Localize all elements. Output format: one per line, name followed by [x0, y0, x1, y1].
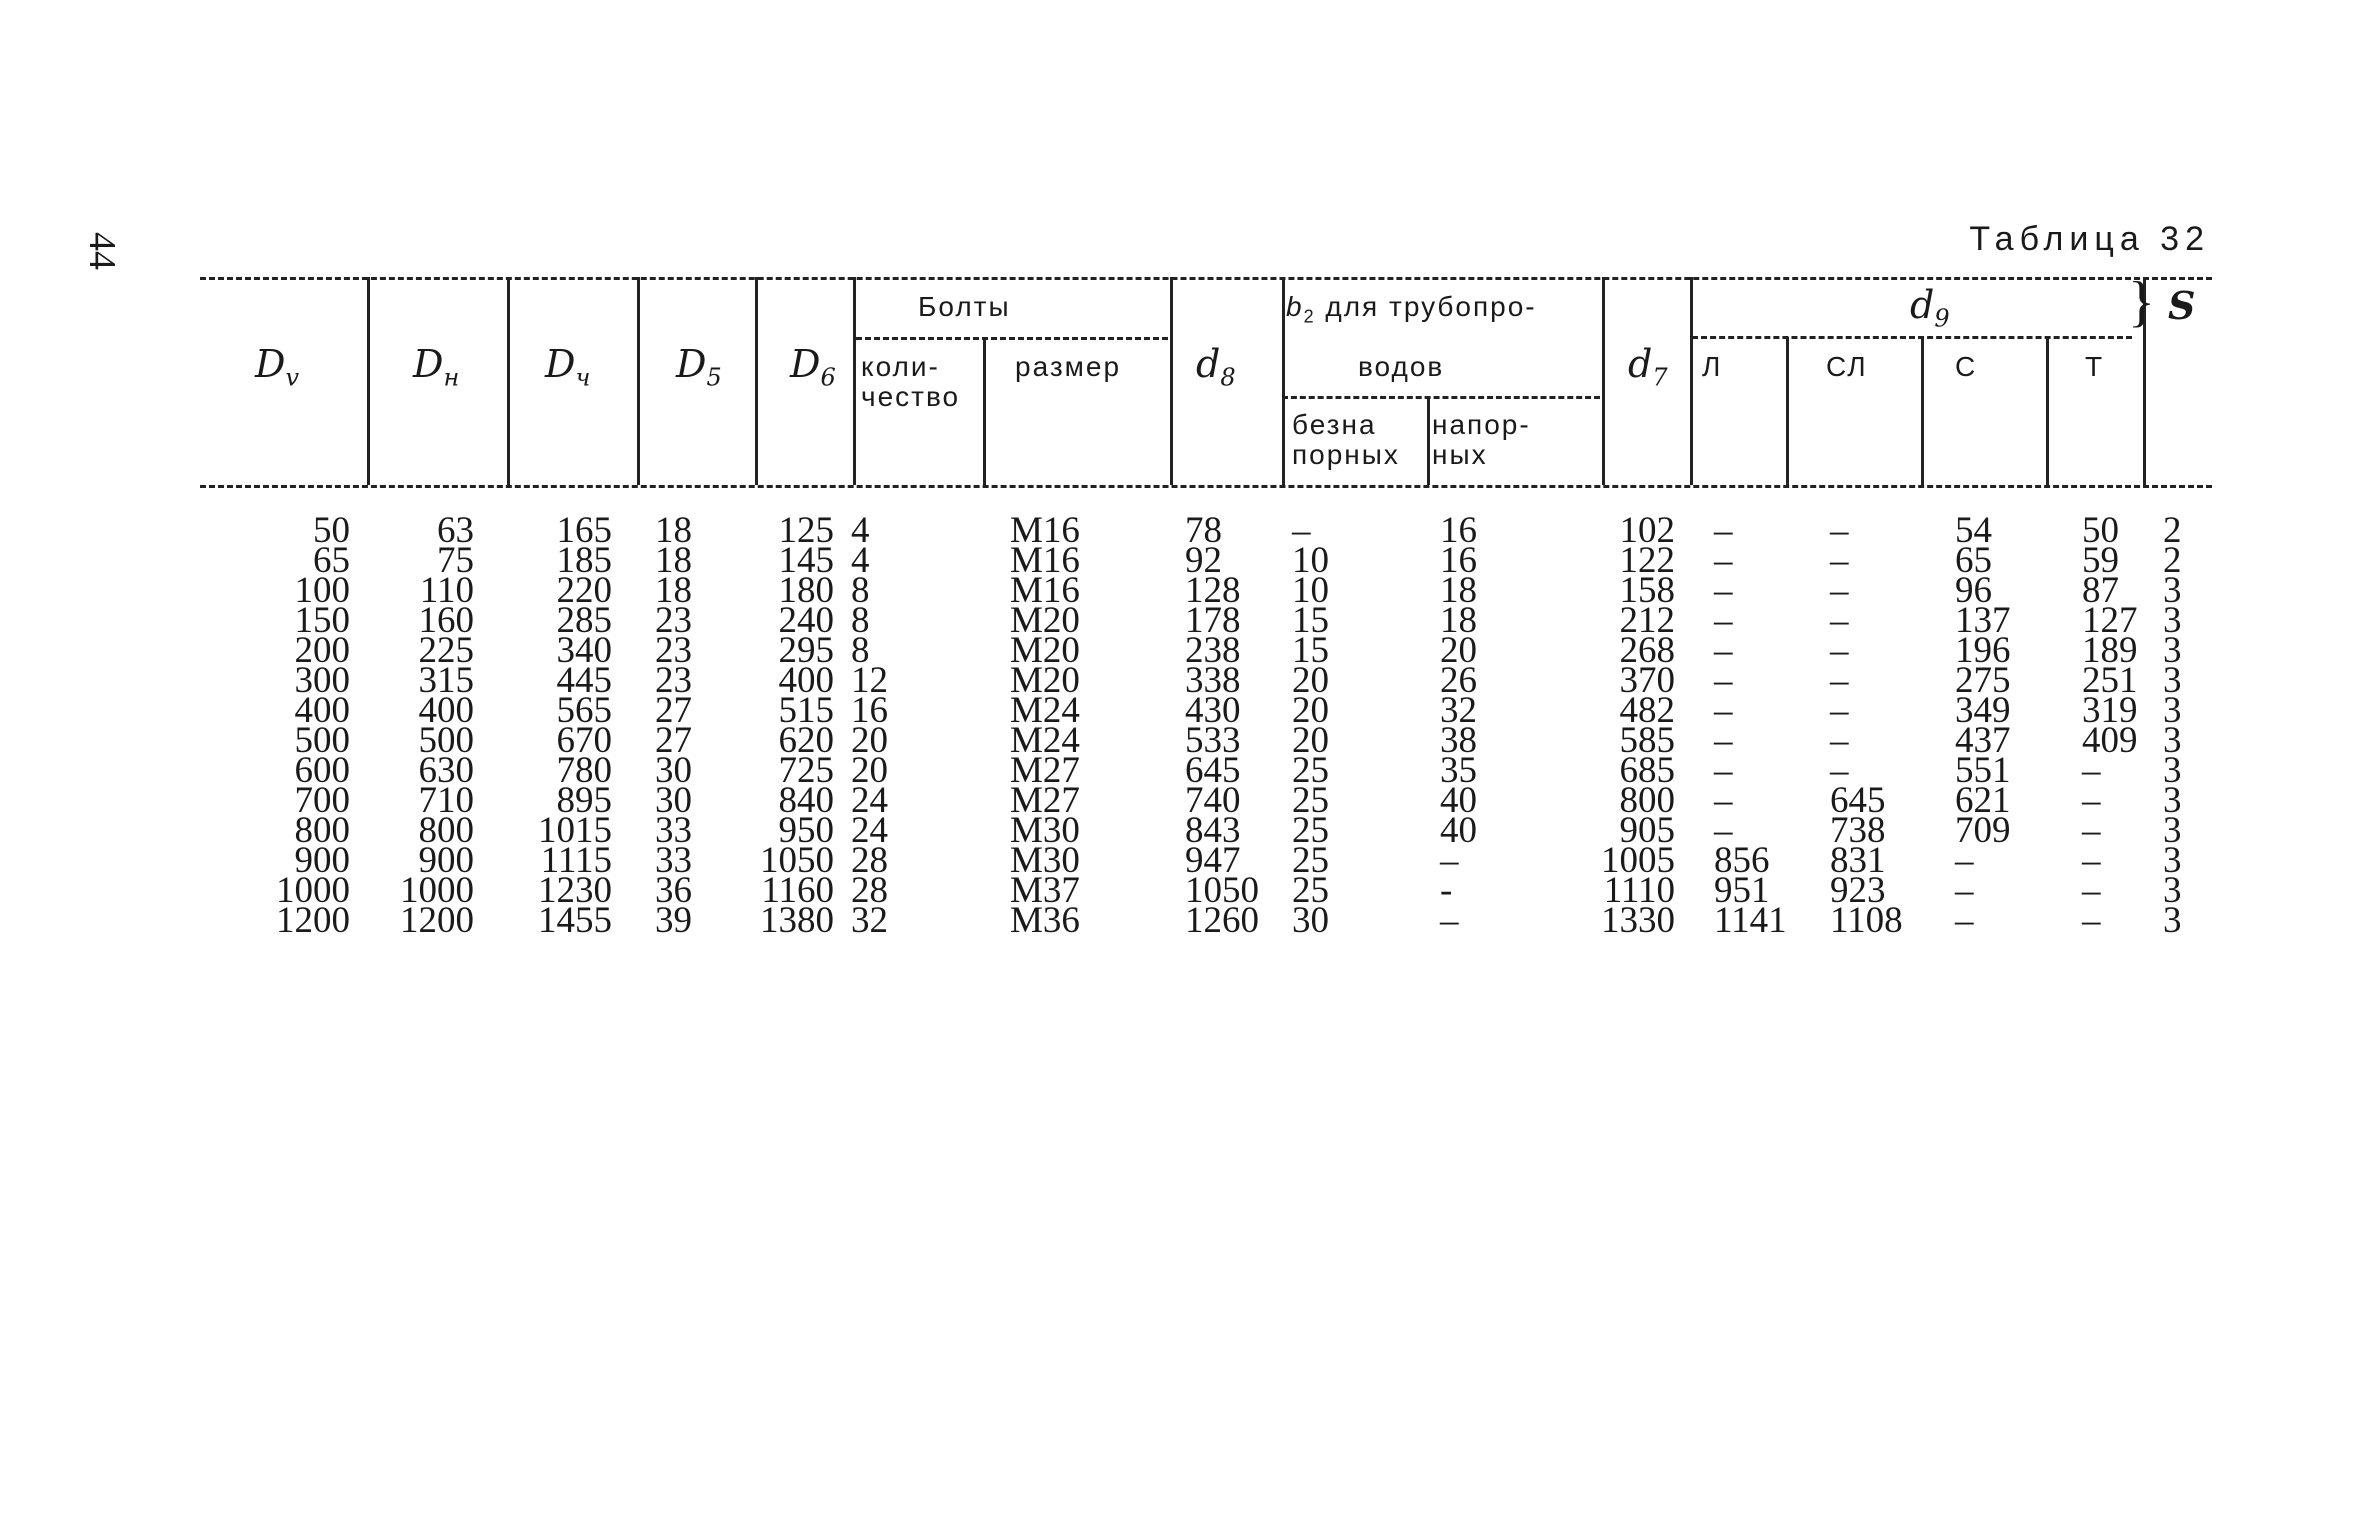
table-title: Таблица 32 — [1969, 220, 2210, 258]
cell-b2-non-pressure: 25 — [1292, 750, 1329, 791]
cell-d5: 30 — [655, 750, 692, 791]
cell-d6: 840 — [778, 780, 834, 821]
cell-d8: 128 — [1185, 570, 1241, 611]
cell-d9-L: – — [1714, 690, 1733, 731]
cell-bolt-count: 32 — [851, 900, 888, 941]
cell-d6: 240 — [778, 600, 834, 641]
cell-d9-L: – — [1714, 600, 1733, 641]
cell-d7: 212 — [1619, 600, 1675, 641]
cell-dch: 185 — [556, 540, 612, 581]
cell-bolt-size: M20 — [1010, 660, 1080, 701]
cell-d9-SL: – — [1830, 750, 1849, 791]
cell-d9-L: 951 — [1714, 870, 1770, 911]
cell-d6: 950 — [778, 810, 834, 851]
cell-d8: 740 — [1185, 780, 1241, 821]
cell-s: 3 — [2163, 780, 2182, 821]
cell-d8: 843 — [1185, 810, 1241, 851]
cell-d7: 268 — [1619, 630, 1675, 671]
cell-dch: 220 — [556, 570, 612, 611]
header-d6: $D_6$ — [790, 342, 836, 392]
cell-dch: 565 — [556, 690, 612, 731]
table-row — [0, 870, 2362, 911]
cell-dch: 340 — [556, 630, 612, 671]
cell-b2-pressure: 38 — [1440, 720, 1477, 761]
cell-d5: 30 — [655, 780, 692, 821]
cell-dch: 1115 — [540, 840, 612, 881]
cell-d9-T: – — [2082, 870, 2101, 911]
cell-bolt-size: M20 — [1010, 630, 1080, 671]
cell-d9-S: 137 — [1955, 600, 2011, 641]
cell-d9-T: 189 — [2082, 630, 2138, 671]
cell-bolt-count: 20 — [851, 750, 888, 791]
header-S-col: С — [1955, 351, 1978, 382]
cell-d9-SL: 923 — [1830, 870, 1886, 911]
cell-dv: 1000 — [276, 870, 350, 911]
cell-dn: 110 — [419, 570, 474, 611]
header-top-rule — [200, 277, 2212, 280]
cell-b2-pressure: 20 — [1440, 630, 1477, 671]
cell-d5: 18 — [655, 510, 692, 551]
cell-dv: 50 — [313, 510, 350, 551]
cell-s: 3 — [2163, 810, 2182, 851]
cell-d7: 122 — [1619, 540, 1675, 581]
cell-b2-non-pressure: 10 — [1292, 540, 1329, 581]
cell-b2-pressure: 16 — [1440, 540, 1477, 581]
cell-bolt-size: M24 — [1010, 720, 1080, 761]
cell-s: 3 — [2163, 720, 2182, 761]
cell-b2-pressure: – — [1440, 840, 1459, 881]
cell-d9-SL: – — [1830, 630, 1849, 671]
cell-dv: 700 — [294, 780, 350, 821]
cell-bolt-size: M37 — [1010, 870, 1080, 911]
header-SL: СЛ — [1826, 351, 1868, 382]
cell-d9-T: 87 — [2082, 570, 2119, 611]
cell-d6: 725 — [778, 750, 834, 791]
cell-d7: 1110 — [1603, 870, 1675, 911]
header-bolts: Болты — [918, 291, 1011, 322]
cell-b2-pressure: 16 — [1440, 510, 1477, 551]
cell-s: 3 — [2163, 900, 2182, 941]
cell-d9-SL: 831 — [1830, 840, 1886, 881]
cell-b2-non-pressure: 15 — [1292, 600, 1329, 641]
cell-bolt-count: 28 — [851, 870, 888, 911]
header-d9: $d_9$ — [1910, 283, 1950, 333]
cell-d8: 533 — [1185, 720, 1241, 761]
cell-d9-T: – — [2082, 780, 2101, 821]
cell-d9-S: 437 — [1955, 720, 2011, 761]
cell-bolt-size: M20 — [1010, 600, 1080, 641]
table-row — [0, 840, 2362, 881]
cell-bolt-size: M30 — [1010, 840, 1080, 881]
header-d8: $d_8$ — [1196, 342, 1236, 392]
cell-d9-S: 349 — [1955, 690, 2011, 731]
cell-bolt-count: 4 — [851, 540, 870, 581]
header-pressure: напор- ных — [1432, 409, 1531, 470]
header-d5: $D_5$ — [676, 342, 722, 392]
cell-bolt-count: 8 — [851, 630, 870, 671]
cell-d8: 430 — [1185, 690, 1241, 731]
cell-d8: 947 — [1185, 840, 1241, 881]
cell-bolt-count: 4 — [851, 510, 870, 551]
header-b2-line2: водов — [1358, 351, 1445, 382]
header-bottom-rule — [200, 485, 2212, 488]
col-rule-4 — [755, 277, 758, 485]
cell-b2-non-pressure: 20 — [1292, 720, 1329, 761]
cell-bolt-count: 24 — [851, 780, 888, 821]
cell-dn: 1200 — [400, 900, 474, 941]
cell-d5: 18 — [655, 540, 692, 581]
col-rule-9 — [1427, 396, 1430, 485]
cell-bolt-size: M30 — [1010, 810, 1080, 851]
cell-d9-S: – — [1955, 840, 1974, 881]
cell-d7: 482 — [1619, 690, 1675, 731]
cell-dn: 800 — [418, 810, 474, 851]
cell-dn: 500 — [418, 720, 474, 761]
cell-d9-T: – — [2082, 750, 2101, 791]
cell-d7: 158 — [1619, 570, 1675, 611]
page-number: 44 — [81, 232, 123, 270]
header-bolt-size: размер — [1015, 351, 1122, 382]
cell-dv: 500 — [294, 720, 350, 761]
cell-d9-SL: – — [1830, 690, 1849, 731]
cell-b2-pressure: 18 — [1440, 600, 1477, 641]
cell-dn: 1000 — [400, 870, 474, 911]
cell-d6: 125 — [778, 510, 834, 551]
cell-b2-non-pressure: 25 — [1292, 810, 1329, 851]
header-s: S — [2168, 283, 2196, 328]
cell-d9-T: – — [2082, 840, 2101, 881]
cell-d9-L: – — [1714, 750, 1733, 791]
col-rule-8 — [1282, 277, 1285, 485]
cell-d9-L: – — [1714, 630, 1733, 671]
cell-d6: 515 — [778, 690, 834, 731]
cell-b2-pressure: – — [1440, 900, 1459, 941]
cell-d9-SL: – — [1830, 600, 1849, 641]
cell-d8: 92 — [1185, 540, 1222, 581]
cell-d9-T: – — [2082, 900, 2101, 941]
header-dch: $D_ч$ — [545, 342, 591, 392]
cell-d9-S: 621 — [1955, 780, 2011, 821]
cell-d8: 78 — [1185, 510, 1222, 551]
cell-b2-pressure: 40 — [1440, 810, 1477, 851]
cell-d7: 102 — [1619, 510, 1675, 551]
cell-bolt-count: 24 — [851, 810, 888, 851]
col-rule-6 — [983, 337, 986, 485]
cell-bolt-count: 28 — [851, 840, 888, 881]
b2-rule — [1282, 396, 1600, 399]
cell-d6: 400 — [778, 660, 834, 701]
cell-s: 2 — [2163, 540, 2182, 581]
cell-d9-SL: – — [1830, 660, 1849, 701]
cell-d5: 27 — [655, 690, 692, 731]
cell-s: 3 — [2163, 840, 2182, 881]
cell-d9-S: – — [1955, 900, 1974, 941]
cell-b2-pressure: 35 — [1440, 750, 1477, 791]
cell-dn: 225 — [418, 630, 474, 671]
col-rule-10 — [1602, 277, 1605, 485]
table-header — [0, 0, 2362, 500]
cell-d8: 1260 — [1185, 900, 1259, 941]
header-non-pressure: безна порных — [1292, 409, 1400, 470]
cell-d5: 33 — [655, 840, 692, 881]
cell-d7: 905 — [1619, 810, 1675, 851]
col-rule-13 — [1921, 337, 1924, 485]
cell-dn: 630 — [418, 750, 474, 791]
cell-s: 3 — [2163, 870, 2182, 911]
cell-s: 3 — [2163, 660, 2182, 701]
col-rule-1 — [367, 277, 370, 485]
header-T: Т — [2085, 351, 2105, 382]
cell-s: 3 — [2163, 750, 2182, 791]
cell-d9-T: 251 — [2082, 660, 2138, 701]
cell-bolt-size: M27 — [1010, 780, 1080, 821]
cell-b2-pressure: 40 — [1440, 780, 1477, 821]
col-rule-14 — [2046, 337, 2049, 485]
cell-bolt-count: 8 — [851, 570, 870, 611]
cell-d9-SL: – — [1830, 570, 1849, 611]
cell-d9-SL: – — [1830, 510, 1849, 551]
cell-d9-T: 319 — [2082, 690, 2138, 731]
cell-dv: 200 — [294, 630, 350, 671]
cell-b2-pressure: 18 — [1440, 570, 1477, 611]
cell-d9-S: 551 — [1955, 750, 2011, 791]
cell-d7: 585 — [1619, 720, 1675, 761]
cell-dv: 65 — [313, 540, 350, 581]
cell-d6: 145 — [778, 540, 834, 581]
cell-b2-pressure: 32 — [1440, 690, 1477, 731]
cell-s: 3 — [2163, 600, 2182, 641]
cell-d9-L: 856 — [1714, 840, 1770, 881]
col-rule-12 — [1786, 337, 1789, 485]
header-L: Л — [1702, 351, 1723, 382]
cell-d9-T: – — [2082, 810, 2101, 851]
cell-dn: 900 — [418, 840, 474, 881]
cell-dn: 315 — [418, 660, 474, 701]
cell-dch: 1230 — [538, 870, 612, 911]
cell-d9-S: 96 — [1955, 570, 1992, 611]
cell-d9-T: 59 — [2082, 540, 2119, 581]
table-row — [0, 900, 2362, 941]
cell-dv: 100 — [294, 570, 350, 611]
cell-d7: 1330 — [1601, 900, 1675, 941]
cell-b2-non-pressure: 20 — [1292, 660, 1329, 701]
cell-dch: 780 — [556, 750, 612, 791]
cell-d7: 370 — [1619, 660, 1675, 701]
cell-s: 2 — [2163, 510, 2182, 551]
cell-dn: 63 — [437, 510, 474, 551]
cell-dn: 75 — [437, 540, 474, 581]
cell-d6: 1050 — [760, 840, 834, 881]
cell-d9-L: – — [1714, 810, 1733, 851]
cell-d6: 1380 — [760, 900, 834, 941]
cell-d8: 238 — [1185, 630, 1241, 671]
cell-d5: 18 — [655, 570, 692, 611]
col-rule-2 — [507, 277, 510, 485]
cell-dv: 150 — [294, 600, 350, 641]
cell-dch: 670 — [556, 720, 612, 761]
cell-bolt-count: 8 — [851, 600, 870, 641]
cell-s: 3 — [2163, 570, 2182, 611]
cell-d9-SL: 645 — [1830, 780, 1886, 821]
cell-d9-S: 275 — [1955, 660, 2011, 701]
header-b2: $b_2$ для трубопро- — [1286, 291, 1537, 327]
cell-s: 3 — [2163, 690, 2182, 731]
cell-bolt-size: M16 — [1010, 570, 1080, 611]
cell-d5: 23 — [655, 660, 692, 701]
cell-dv: 400 — [294, 690, 350, 731]
cell-dv: 800 — [294, 810, 350, 851]
cell-d9-S: – — [1955, 870, 1974, 911]
header-dn: $D_н$ — [413, 342, 460, 392]
cell-d9-S: 65 — [1955, 540, 1992, 581]
cell-b2-non-pressure: 25 — [1292, 870, 1329, 911]
cell-d5: 23 — [655, 600, 692, 641]
table-row — [0, 540, 2362, 581]
header-dv: $D_v$ — [255, 342, 300, 392]
cell-b2-non-pressure: 15 — [1292, 630, 1329, 671]
col-rule-11 — [1690, 277, 1693, 485]
cell-d5: 27 — [655, 720, 692, 761]
cell-d7: 685 — [1619, 750, 1675, 791]
cell-d9-S: 709 — [1955, 810, 2011, 851]
cell-d8: 178 — [1185, 600, 1241, 641]
cell-dch: 165 — [556, 510, 612, 551]
cell-b2-non-pressure: 10 — [1292, 570, 1329, 611]
cell-d9-T: 50 — [2082, 510, 2119, 551]
bolts-rule — [856, 337, 1168, 340]
cell-dv: 900 — [294, 840, 350, 881]
cell-d9-L: – — [1714, 720, 1733, 761]
cell-b2-pressure: 26 — [1440, 660, 1477, 701]
cell-bolt-count: 12 — [851, 660, 888, 701]
cell-d9-T: 409 — [2082, 720, 2138, 761]
cell-d9-T: 127 — [2082, 600, 2138, 641]
cell-bolt-size: M27 — [1010, 750, 1080, 791]
cell-b2-non-pressure: – — [1292, 510, 1311, 551]
cell-bolt-size: M24 — [1010, 690, 1080, 731]
cell-s: 3 — [2163, 630, 2182, 671]
cell-d9-SL: – — [1830, 540, 1849, 581]
cell-d6: 295 — [778, 630, 834, 671]
cell-d6: 620 — [778, 720, 834, 761]
cell-b2-pressure: - — [1440, 870, 1453, 911]
cell-d5: 39 — [655, 900, 692, 941]
cell-d9-L: – — [1714, 780, 1733, 821]
cell-d9-SL: – — [1830, 720, 1849, 761]
cell-bolt-count: 16 — [851, 690, 888, 731]
cell-d6: 1160 — [761, 870, 834, 911]
cell-d9-L: 1141 — [1714, 900, 1787, 941]
cell-dch: 445 — [556, 660, 612, 701]
cell-bolt-size: M16 — [1010, 540, 1080, 581]
header-d7: $d_7$ — [1628, 342, 1668, 392]
cell-b2-non-pressure: 25 — [1292, 840, 1329, 881]
cell-dch: 285 — [556, 600, 612, 641]
cell-bolt-size: M16 — [1010, 510, 1080, 551]
cell-d8: 1050 — [1185, 870, 1259, 911]
cell-dn: 160 — [418, 600, 474, 641]
cell-b2-non-pressure: 25 — [1292, 780, 1329, 821]
cell-dv: 300 — [294, 660, 350, 701]
cell-d5: 23 — [655, 630, 692, 671]
cell-dv: 600 — [294, 750, 350, 791]
cell-bolt-size: M36 — [1010, 900, 1080, 941]
d9-rule — [1692, 336, 2132, 339]
cell-dch: 1455 — [538, 900, 612, 941]
cell-d8: 338 — [1185, 660, 1241, 701]
cell-d5: 33 — [655, 810, 692, 851]
cell-dv: 1200 — [276, 900, 350, 941]
cell-d9-L: – — [1714, 660, 1733, 701]
table-row — [0, 510, 2362, 551]
cell-dch: 1015 — [538, 810, 612, 851]
cell-d9-S: 54 — [1955, 510, 1992, 551]
col-rule-5 — [853, 277, 856, 485]
cell-d5: 36 — [655, 870, 692, 911]
d9-bracket: } — [2128, 271, 2155, 333]
col-rule-7 — [1170, 277, 1173, 485]
cell-d7: 1005 — [1601, 840, 1675, 881]
cell-b2-non-pressure: 20 — [1292, 690, 1329, 731]
cell-d9-L: – — [1714, 540, 1733, 581]
cell-bolt-count: 20 — [851, 720, 888, 761]
cell-dch: 895 — [556, 780, 612, 821]
cell-d9-SL: 1108 — [1830, 900, 1903, 941]
cell-d9-SL: 738 — [1830, 810, 1886, 851]
col-rule-3 — [637, 277, 640, 485]
cell-d9-L: – — [1714, 570, 1733, 611]
cell-d7: 800 — [1619, 780, 1675, 821]
cell-dn: 400 — [418, 690, 474, 731]
cell-d8: 645 — [1185, 750, 1241, 791]
cell-d6: 180 — [778, 570, 834, 611]
cell-d9-L: – — [1714, 510, 1733, 551]
header-bolt-count: коли- чество — [861, 351, 961, 412]
cell-d9-S: 196 — [1955, 630, 2011, 671]
cell-dn: 710 — [418, 780, 474, 821]
cell-b2-non-pressure: 30 — [1292, 900, 1329, 941]
table-row — [0, 810, 2362, 851]
